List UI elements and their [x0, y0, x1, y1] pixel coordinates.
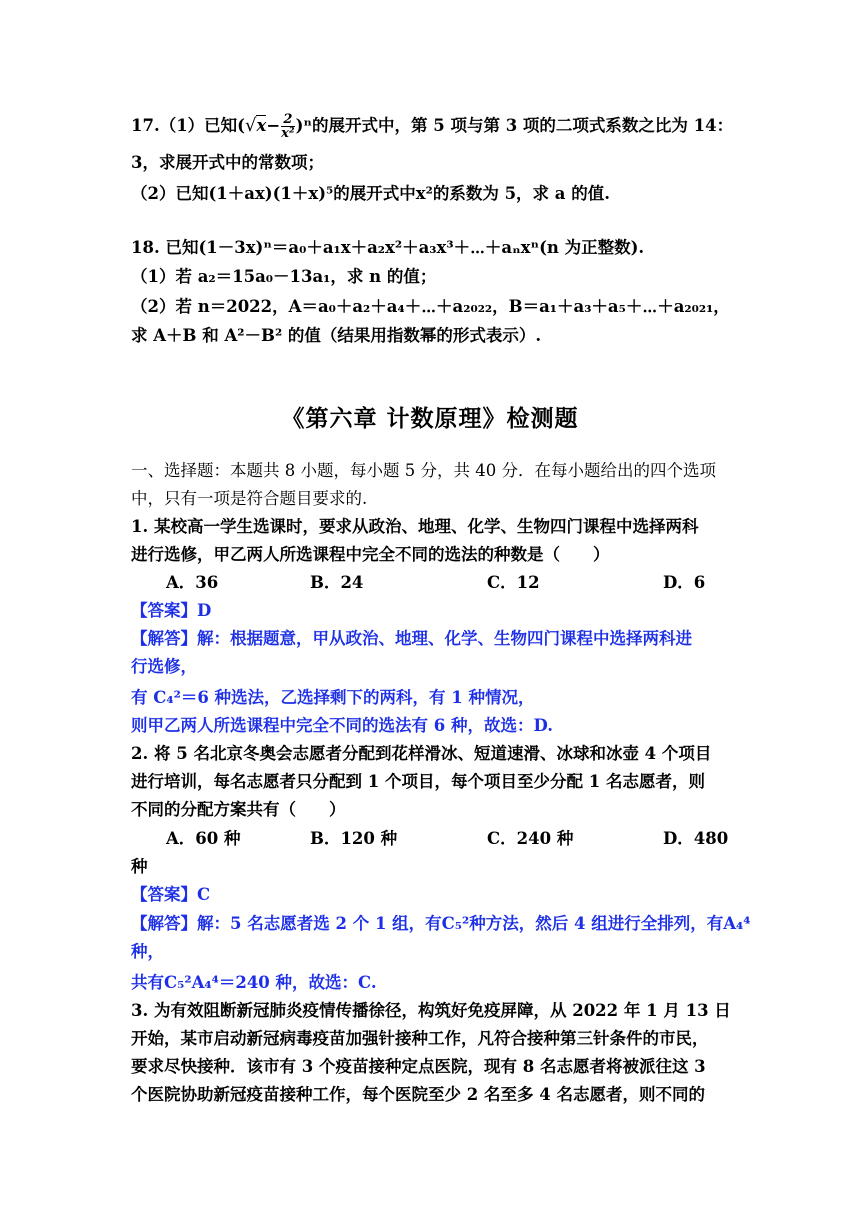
p1-solution-line2: 行选修， — [131, 657, 197, 676]
p3-line3: 要求尽快接种．该市有 3 个疫苗接种定点医院，现有 8 名志愿者将被派往这 3 — [131, 1057, 706, 1076]
fraction: $\frac{2}{\text{x²}}$ — [281, 112, 295, 141]
section-line1: 一、选择题：本题共 8 小题，每小题 5 分，共 40 分．在每小题给出的四个选项 — [131, 461, 716, 480]
p1-solution-line3: 有 C₄²＝6 种选法，乙选择剩下的两科，有 1 种情况， — [131, 688, 535, 707]
p3-line2: 开始，某市启动新冠病毒疫苗加强针接种工作，凡符合接种第三针条件的市民， — [131, 1029, 709, 1048]
p2-option-b: B．120 种 — [310, 829, 398, 848]
p3-line1: 3. 为有效阻断新冠肺炎疫情传播徐径，构筑好免疫屏障，从 2022 年 1 月 13 日 — [131, 1001, 731, 1020]
p2-line2: 进行培训，每名志愿者只分配到 1 个项目，每个项目至少分配 1 名志愿者，则 — [131, 772, 705, 791]
q18-line1: 18. 已知(1－3x)ⁿ＝a₀＋a₁x＋a₂x²＋a₃x³＋⋯＋aₙxⁿ(n 为正整数). — [131, 238, 645, 257]
p1-option-b: B．24 — [310, 573, 364, 592]
p1-option-c: C．12 — [487, 573, 540, 592]
q18-line2: （1）若 a₂＝15a₀－13a₁，求 n 的值； — [131, 267, 437, 286]
p2-line3: 不同的分配方案共有（ ） — [131, 800, 346, 819]
p1-option-d: D．6 — [663, 573, 706, 592]
p1-option-a: A．36 — [166, 573, 219, 592]
p2-option-a: A．60 种 — [166, 829, 241, 848]
p2-answer: 【答案】C — [131, 885, 211, 904]
section-line2: 中，只有一项是符合题目要求的. — [131, 489, 368, 508]
q17-line3: （2）已知(1＋ax)(1＋x)⁵的展开式中x²的系数为 5，求 a 的值. — [131, 184, 610, 203]
p2-line4: 种 — [131, 857, 148, 876]
p1-solution-line4: 则甲乙两人所选课程中完全不同的选法有 6 种，故选：D. — [131, 716, 553, 735]
q17-line1: 17.（1）已知(√x− $\frac{2}{\text{x²}}$ )ⁿ的展开式中，第 5 项与第 3 项的二项式系数之比为 14： — [131, 112, 734, 141]
p1-answer: 【答案】D — [131, 601, 212, 620]
q18-line4: 求 A＋B 和 A²－B² 的值（结果用指数幂的形式表示）. — [131, 326, 542, 345]
q17-line2: 3，求展开式中的常数项； — [131, 153, 324, 172]
p1-line2: 进行选修，甲乙两人所选课程中完全不同的选法的种数是（ ） — [131, 545, 610, 564]
p2-solution-line2: 种， — [131, 942, 164, 961]
p1-solution-line1: 【解答】解：根据题意，甲从政治、地理、化学、生物四门课程中选择两科进 — [131, 629, 692, 648]
p3-line4: 个医院协助新冠疫苗接种工作，每个医院至少 2 名至多 4 名志愿者，则不同的 — [131, 1085, 705, 1104]
p2-solution-line3: 共有C₅²A₄⁴＝240 种，故选：C. — [131, 973, 377, 992]
p2-option-d: D．480 — [663, 829, 729, 848]
p1-line1: 1. 某校高一学生选课时，要求从政治、地理、化学、生物四门课程中选择两科 — [131, 517, 699, 536]
p2-line1: 2. 将 5 名北京冬奥会志愿者分配到花样滑冰、短道速滑、冰球和冰壶 4 个项目 — [131, 744, 712, 763]
p2-option-c: C．240 种 — [487, 829, 574, 848]
q18-line3: （2）若 n＝2022，A＝a₀＋a₂＋a₄＋⋯＋a₂₀₂₂，B＝a₁＋a₃＋a₅＋⋯＋a₂₀₂₁， — [131, 297, 730, 316]
chapter-title: 《第六章 计数原理》检测题 — [281, 405, 579, 432]
p2-solution-line1: 【解答】解：5 名志愿者选 2 个 1 组，有C₅²种方法，然后 4 组进行全排列，有A₄⁴ — [131, 914, 751, 933]
